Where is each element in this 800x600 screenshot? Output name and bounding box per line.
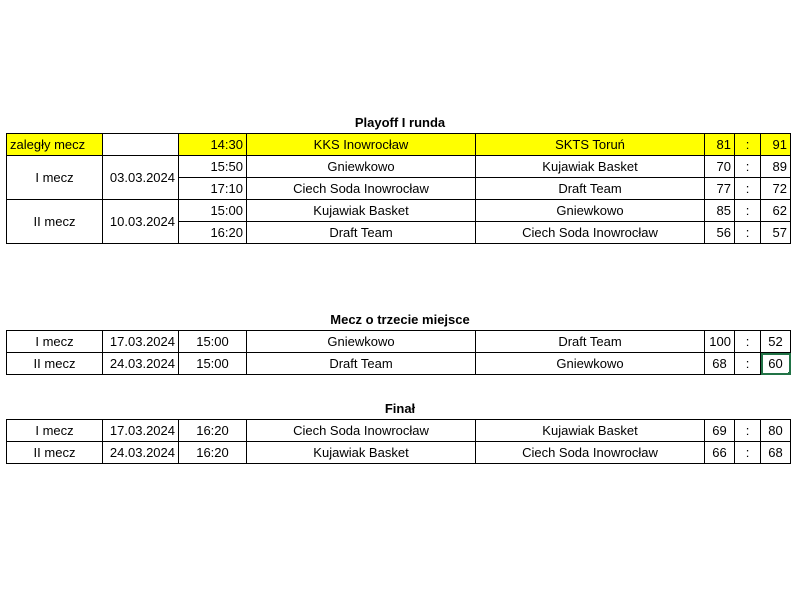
home-score-cell[interactable]: 85 <box>705 200 735 222</box>
away-team-cell[interactable]: Gniewkowo <box>476 200 705 222</box>
score-separator-cell[interactable]: : <box>735 420 761 442</box>
playoff-table <box>6 133 791 244</box>
third-place-table <box>6 330 791 375</box>
time-cell[interactable]: 14:30 <box>179 134 247 156</box>
away-score-cell[interactable]: 91 <box>761 134 791 156</box>
away-score-cell[interactable]: 57 <box>761 222 791 244</box>
table-row <box>7 134 791 156</box>
home-team-cell[interactable]: Gniewkowo <box>247 156 476 178</box>
away-team-cell[interactable]: Kujawiak Basket <box>476 156 705 178</box>
score-separator-cell[interactable]: : <box>735 156 761 178</box>
table-row <box>7 353 791 375</box>
away-team-cell[interactable]: Gniewkowo <box>476 353 705 375</box>
away-score-cell[interactable]: 80 <box>761 420 791 442</box>
home-score-cell[interactable]: 66 <box>705 442 735 464</box>
home-team-cell[interactable]: Draft Team <box>247 222 476 244</box>
score-separator-cell[interactable]: : <box>735 178 761 200</box>
final-table <box>6 419 791 464</box>
home-team-cell[interactable]: KKS Inowrocław <box>247 134 476 156</box>
home-score-cell[interactable]: 77 <box>705 178 735 200</box>
match-label-cell[interactable]: I mecz <box>7 420 103 442</box>
date-cell[interactable]: 17.03.2024 <box>103 420 179 442</box>
match-label-cell[interactable]: II mecz <box>7 442 103 464</box>
score-separator-cell[interactable]: : <box>735 442 761 464</box>
selected-away-score-cell[interactable]: 60 <box>761 353 791 375</box>
time-cell[interactable]: 15:00 <box>179 353 247 375</box>
home-score-cell[interactable]: 100 <box>705 331 735 353</box>
score-separator-cell[interactable]: : <box>735 222 761 244</box>
time-cell[interactable]: 15:00 <box>179 200 247 222</box>
time-cell[interactable]: 15:00 <box>179 331 247 353</box>
away-score-cell[interactable]: 62 <box>761 200 791 222</box>
third-place-title: Mecz o trzecie miejsce <box>330 312 470 327</box>
home-team-cell[interactable]: Kujawiak Basket <box>247 442 476 464</box>
score-separator-cell[interactable]: : <box>735 200 761 222</box>
time-cell[interactable]: 16:20 <box>179 420 247 442</box>
home-team-cell[interactable]: Ciech Soda Inowrocław <box>247 420 476 442</box>
playoff-title: Playoff I runda <box>354 115 446 130</box>
final-title: Finał <box>384 401 416 416</box>
time-cell[interactable]: 17:10 <box>179 178 247 200</box>
table-row <box>7 200 791 222</box>
score-separator-cell[interactable]: : <box>735 331 761 353</box>
away-score-cell[interactable]: 52 <box>761 331 791 353</box>
away-team-cell[interactable]: Draft Team <box>476 178 705 200</box>
match-label-cell[interactable]: II mecz <box>7 353 103 375</box>
home-score-cell[interactable]: 81 <box>705 134 735 156</box>
away-team-cell[interactable]: Ciech Soda Inowrocław <box>476 442 705 464</box>
date-cell[interactable]: 10.03.2024 <box>103 200 179 244</box>
table-row <box>7 156 791 178</box>
home-score-cell[interactable]: 56 <box>705 222 735 244</box>
match-label-cell[interactable]: zaległy mecz <box>7 134 103 156</box>
home-team-cell[interactable]: Draft Team <box>247 353 476 375</box>
time-cell[interactable]: 15:50 <box>179 156 247 178</box>
date-cell[interactable]: 24.03.2024 <box>103 442 179 464</box>
home-team-cell[interactable]: Ciech Soda Inowrocław <box>247 178 476 200</box>
home-score-cell[interactable]: 68 <box>705 353 735 375</box>
home-team-cell[interactable]: Kujawiak Basket <box>247 200 476 222</box>
away-score-cell[interactable]: 89 <box>761 156 791 178</box>
date-cell[interactable]: 03.03.2024 <box>103 156 179 200</box>
match-label-cell[interactable]: I mecz <box>7 331 103 353</box>
away-score-cell[interactable]: 72 <box>761 178 791 200</box>
date-cell[interactable] <box>103 134 179 156</box>
table-row <box>7 442 791 464</box>
home-score-cell[interactable]: 69 <box>705 420 735 442</box>
time-cell[interactable]: 16:20 <box>179 442 247 464</box>
away-team-cell[interactable]: SKTS Toruń <box>476 134 705 156</box>
away-team-cell[interactable]: Kujawiak Basket <box>476 420 705 442</box>
date-cell[interactable]: 24.03.2024 <box>103 353 179 375</box>
score-separator-cell[interactable]: : <box>735 353 761 375</box>
table-row <box>7 331 791 353</box>
match-label-cell[interactable]: I mecz <box>7 156 103 200</box>
away-team-cell[interactable]: Ciech Soda Inowrocław <box>476 222 705 244</box>
score-separator-cell[interactable]: : <box>735 134 761 156</box>
home-score-cell[interactable]: 70 <box>705 156 735 178</box>
away-team-cell[interactable]: Draft Team <box>476 331 705 353</box>
date-cell[interactable]: 17.03.2024 <box>103 331 179 353</box>
away-score-cell[interactable]: 68 <box>761 442 791 464</box>
time-cell[interactable]: 16:20 <box>179 222 247 244</box>
table-row <box>7 420 791 442</box>
match-label-cell[interactable]: II mecz <box>7 200 103 244</box>
home-team-cell[interactable]: Gniewkowo <box>247 331 476 353</box>
